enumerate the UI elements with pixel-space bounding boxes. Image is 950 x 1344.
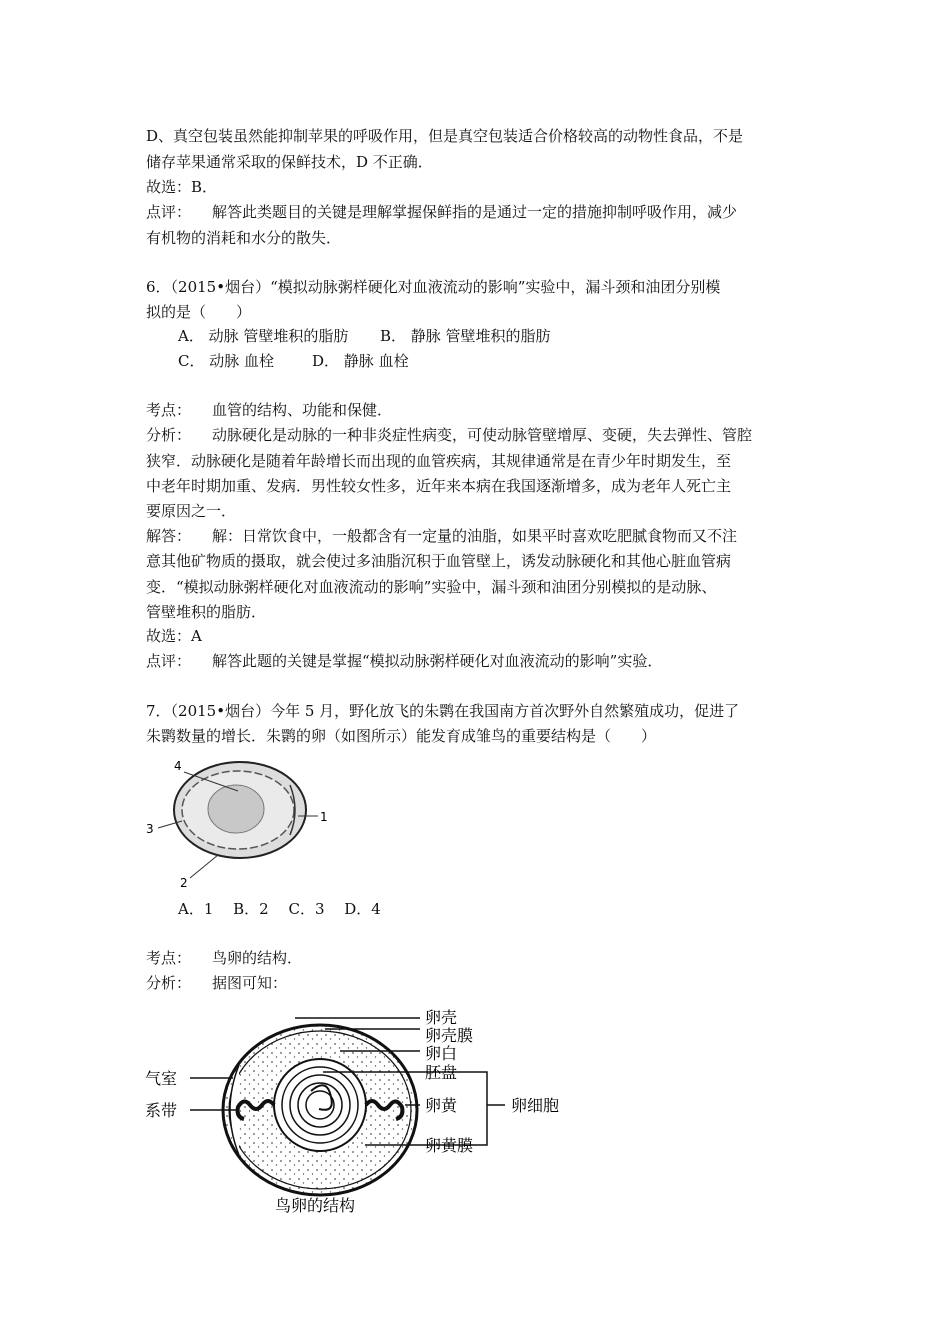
label-yolk-membrane: 卵黄膜 xyxy=(425,1136,474,1155)
q7-stem: 7．（2015•烟台）今年 5 月，野化放飞的朱鹮在我国南方首次野外自然繁殖成功，促进了 xyxy=(146,702,740,720)
q7-options: A．1 B．2 C．3 D．4 xyxy=(178,900,381,918)
label-egg-cell: 卵细胞 xyxy=(511,1096,560,1115)
q6-fenxi-cont: 狭窄．动脉硬化是随着年龄增长而出现的血管疾病，其规律通常是在青少年时期发生，至 xyxy=(146,452,732,470)
comment-label: 点评： xyxy=(146,652,192,670)
comment-label: 点评： xyxy=(146,203,192,221)
q6-answer: 故选：A xyxy=(146,627,202,645)
q7-kaodian xyxy=(146,946,302,970)
egg-label-1: 1 xyxy=(320,810,328,824)
fenxi-text: 据图可知： xyxy=(212,974,288,992)
egg-figure xyxy=(140,755,340,890)
q6-option-a: A． 动脉 管壁堆积的脂肪 xyxy=(178,327,349,345)
egg-label-3: 3 xyxy=(146,822,154,836)
q5-comment xyxy=(146,200,737,224)
egg-label-2: 2 xyxy=(180,876,188,890)
label-germinal-disc: 胚盘 xyxy=(425,1063,458,1082)
q6-stem-cont: 拟的是（ ） xyxy=(146,303,252,321)
q7-fenxi xyxy=(146,971,287,995)
kaodian-label: 考点： xyxy=(146,401,192,419)
q6-fenxi-cont: 要原因之一． xyxy=(146,502,237,520)
q6-option-c: C． 动脉 血栓 xyxy=(178,352,275,370)
kaodian-text: 鸟卵的结构． xyxy=(212,949,303,967)
bird-egg-structure-diagram xyxy=(135,1005,595,1220)
label-yolk: 卵黄 xyxy=(425,1096,458,1115)
comment-text: 解答此类题目的关键是理解掌握保鲜指的是通过一定的措施抑制呼吸作用，减少 xyxy=(212,203,738,221)
q5-answer: 故选：B． xyxy=(146,178,218,196)
q6-jieda-cont: 变．“模拟动脉粥样硬化对血液流动的影响”实验中，漏斗颈和油团分别模拟的是动脉、 xyxy=(146,578,717,596)
q6-option-b: B． 静脉 管壁堆积的脂肪 xyxy=(380,327,551,345)
fenxi-label: 分析： xyxy=(146,974,192,992)
q6-jieda-cont: 管壁堆积的脂肪． xyxy=(146,603,267,621)
label-chalaza: 系带 xyxy=(145,1101,178,1120)
q6-fenxi xyxy=(146,423,752,447)
comment-text: 解答此题的关键是掌握“模拟动脉粥样硬化对血液流动的影响”实验． xyxy=(212,652,663,670)
q5-text-line: 储存苹果通常采取的保鲜技术，D 不正确． xyxy=(146,153,433,171)
q6-jieda xyxy=(146,524,737,548)
kaodian-text: 血管的结构、功能和保健． xyxy=(212,401,393,419)
q5-text-line: D、真空包装虽然能抑制苹果的呼吸作用，但是真空包装适合价格较高的动物性食品，不是 xyxy=(146,127,744,145)
label-air-chamber: 气室 xyxy=(145,1069,178,1088)
q7-stem-cont: 朱鹮数量的增长．朱鹮的卵（如图所示）能发育成雏鸟的重要结构是（ ） xyxy=(146,727,657,745)
diagram-caption: 鸟卵的结构 xyxy=(275,1196,356,1215)
q6-stem: 6．（2015•烟台）“模拟动脉粥样硬化对血液流动的影响”实验中，漏斗颈和油团分别模 xyxy=(146,278,721,296)
q5-comment-cont: 有机物的消耗和水分的散失． xyxy=(146,229,342,247)
jieda-text: 解：日常饮食中，一般都含有一定量的油脂，如果平时喜欢吃肥腻食物而又不注 xyxy=(212,527,738,545)
label-albumen: 卵白 xyxy=(425,1044,458,1063)
jieda-label: 解答： xyxy=(146,527,192,545)
q6-fenxi-cont: 中老年时期加重、发病．男性较女性多，近年来本病在我国逐渐增多，成为老年人死亡主 xyxy=(146,477,732,495)
kaodian-label: 考点： xyxy=(146,949,192,967)
q6-kaodian xyxy=(146,398,392,422)
fenxi-label: 分析： xyxy=(146,426,192,444)
label-shell: 卵壳 xyxy=(425,1008,458,1027)
q6-comment xyxy=(146,649,662,673)
label-shell-membrane: 卵壳膜 xyxy=(425,1026,474,1045)
q6-option-d: D． 静脉 血栓 xyxy=(312,352,409,370)
fenxi-text: 动脉硬化是动脉的一种非炎症性病变，可使动脉管壁增厚、变硬，失去弹性、管腔 xyxy=(212,426,753,444)
q6-jieda-cont: 意其他矿物质的摄取，就会使过多油脂沉积于血管壁上，诱发动脉硬化和其他心脏血管病 xyxy=(146,552,732,570)
egg-label-4: 4 xyxy=(174,759,182,773)
